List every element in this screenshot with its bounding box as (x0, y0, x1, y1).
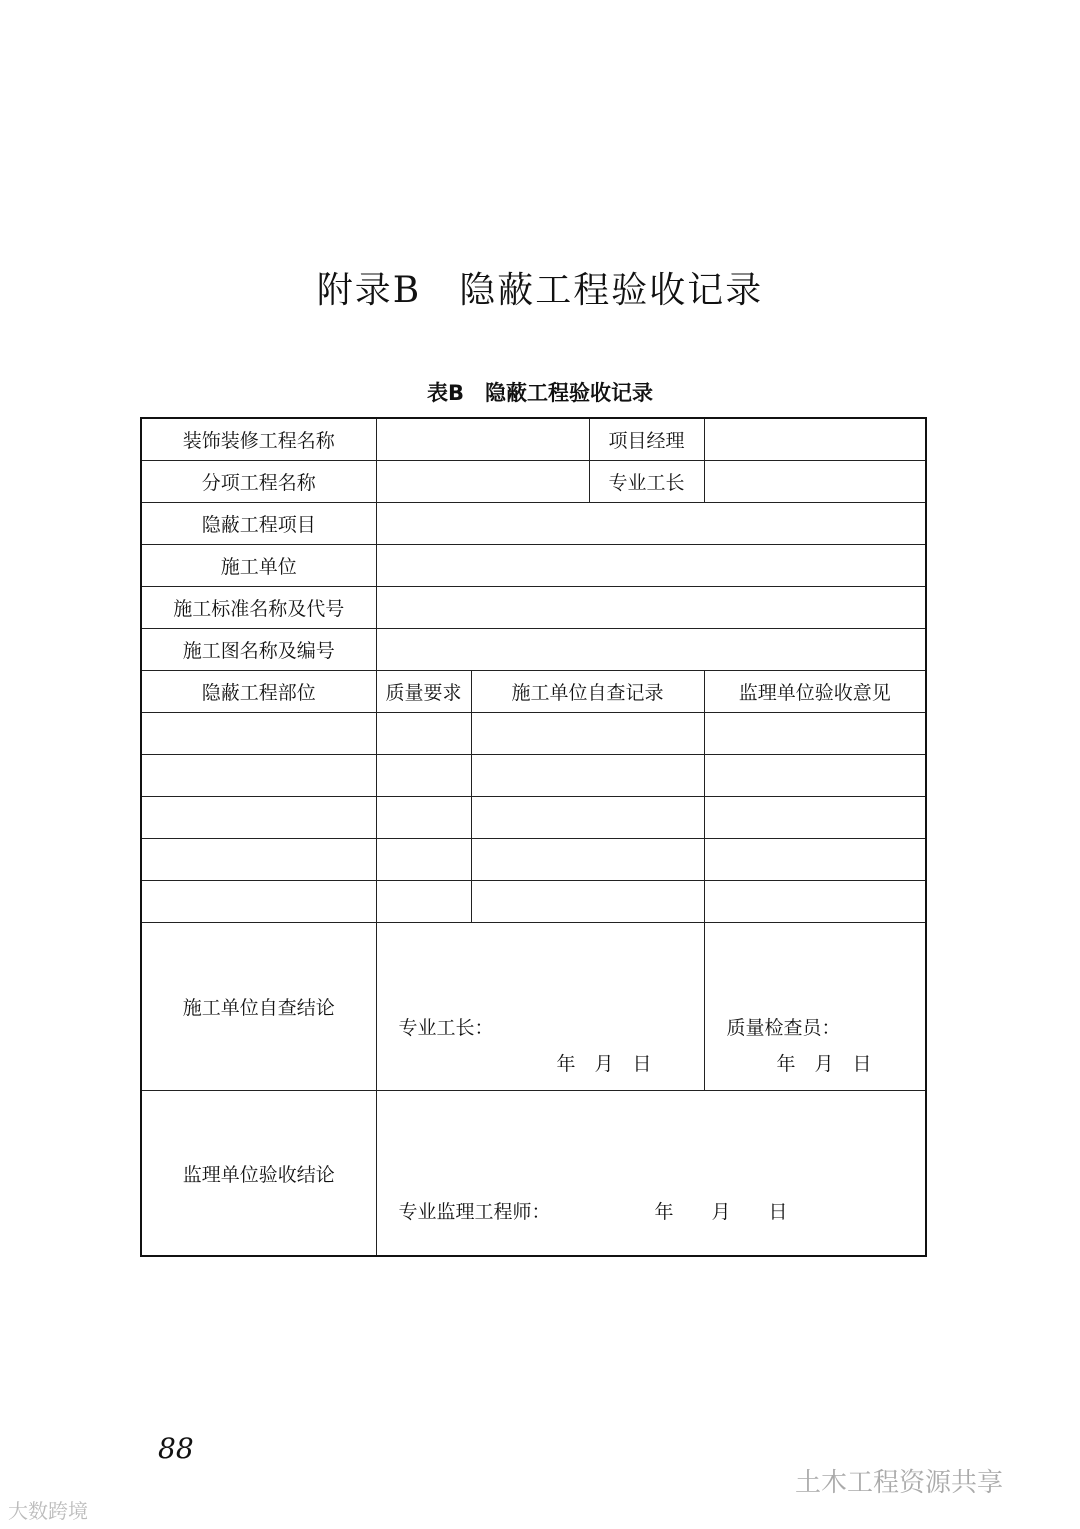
table-row (141, 755, 926, 797)
cell[interactable] (471, 797, 704, 839)
cell[interactable] (141, 881, 376, 923)
supervision-date: 年 月 日 (654, 1201, 788, 1223)
cell[interactable] (704, 755, 926, 797)
label-self-check-conclusion: 施工单位自查结论 (141, 923, 376, 1091)
cell[interactable] (704, 881, 926, 923)
table-row (141, 713, 926, 755)
field-supervision-conclusion[interactable] (376, 1091, 926, 1257)
cell[interactable] (471, 839, 704, 881)
cell[interactable] (141, 755, 376, 797)
cell[interactable] (376, 755, 471, 797)
cell[interactable] (376, 839, 471, 881)
header-location: 隐蔽工程部位 (141, 671, 376, 713)
cell[interactable] (376, 881, 471, 923)
field-inspector[interactable] (704, 923, 926, 1091)
header-self-check: 施工单位自查记录 (471, 671, 704, 713)
cell[interactable] (704, 797, 926, 839)
label-hidden-item: 隐蔽工程项目 (141, 503, 376, 545)
table-caption: 表B 隐蔽工程验收记录 (426, 381, 653, 405)
table-row (141, 881, 926, 923)
header-quality: 质量要求 (376, 671, 471, 713)
cell[interactable] (141, 839, 376, 881)
cell[interactable] (376, 713, 471, 755)
header-supervision: 监理单位验收意见 (704, 671, 926, 713)
cell[interactable] (141, 797, 376, 839)
field-hidden-item[interactable] (376, 503, 926, 545)
cell[interactable] (376, 797, 471, 839)
field-self-check-conclusion[interactable] (376, 923, 704, 1091)
label-supervision-conclusion: 监理单位验收结论 (141, 1091, 376, 1257)
label-contractor: 施工单位 (141, 545, 376, 587)
label-project-name: 装饰装修工程名称 (141, 418, 376, 461)
self-check-date: 年 月 日 (556, 1053, 652, 1075)
field-foreman[interactable] (704, 461, 926, 503)
inspector-signature-label: 质量检查员： (726, 1017, 841, 1039)
cell[interactable] (141, 713, 376, 755)
watermark-wechat: 土木工程资源共享 (795, 1468, 1004, 1498)
foreman-signature-label: 专业工长： (398, 1017, 494, 1039)
appendix-title: 附录B 隐蔽工程验收记录 (316, 270, 764, 311)
field-drawing[interactable] (376, 629, 926, 671)
label-sub-project: 分项工程名称 (141, 461, 376, 503)
field-contractor[interactable] (376, 545, 926, 587)
field-project-manager[interactable] (704, 418, 926, 461)
page-number: 88 (158, 1432, 194, 1465)
cell[interactable] (704, 839, 926, 881)
table-row (141, 797, 926, 839)
label-drawing: 施工图名称及编号 (141, 629, 376, 671)
inspection-record-table (140, 417, 927, 1257)
label-standard: 施工标准名称及代号 (141, 587, 376, 629)
watermark-corner: 大数跨境 (8, 1499, 88, 1523)
field-project-name[interactable] (376, 418, 589, 461)
cell[interactable] (704, 713, 926, 755)
cell[interactable] (471, 713, 704, 755)
inspector-date: 年 月 日 (776, 1053, 872, 1075)
cell[interactable] (471, 755, 704, 797)
field-sub-project[interactable] (376, 461, 589, 503)
engineer-signature-label: 专业监理工程师： (398, 1201, 551, 1223)
table-row (141, 839, 926, 881)
cell[interactable] (471, 881, 704, 923)
label-project-manager: 项目经理 (589, 418, 704, 461)
label-foreman: 专业工长 (589, 461, 704, 503)
field-standard[interactable] (376, 587, 926, 629)
